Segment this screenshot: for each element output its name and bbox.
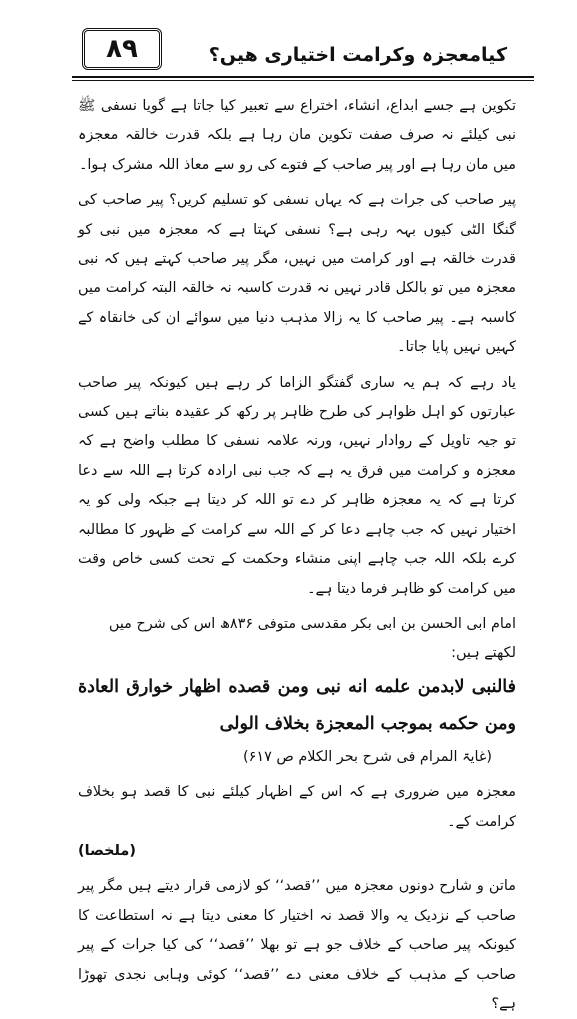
paragraph-5: معجزہ میں ضروری ہے کہ اس کے اظہار کیلئے نبی کا قصد ہو بخلاف کرامت کے۔ <box>78 784 516 830</box>
summary-tag: (ملخصا) <box>78 842 136 859</box>
header-rule-thin <box>72 80 534 81</box>
running-title: کیامعجزہ وکرامت اختیاری ھیں؟ <box>208 44 507 66</box>
arabic-quote: فالنبی لابدمن علمه انه نبی ومن قصده اظهار خوارق العادة ومن حكمه بموجب المعجزة بخلاف الولی <box>78 676 516 734</box>
body-text <box>78 92 516 1019</box>
paragraph-6: ماتن و شارح دونوں معجزہ میں ’’قصد‘‘ کو لازمی قرار دیتے ہیں مگر پیر صاحب کے نزدیک یہ والا قصد نہ اختیار کا معنی دیتا ہے نہ استطاعت کا کیونکہ پیر صاحب کے خلاف جو ہے تو بھلا ’’قصد‘‘ کی کیا جرات کے پیر صاحب کے مذہب کے خلاف معنی دے ’’قصد‘‘ کوئی وہابی نجدی تھوڑا ہے؟ <box>78 878 516 1012</box>
header-rule <box>72 76 534 78</box>
paragraph-4: امام ابی الحسن بن ابی بکر مقدسی متوفی ۸۳۶ھ اس کی شرح میں لکھتے ہیں: <box>108 615 516 662</box>
citation-reference: (غایۃ المرام فی شرح بحر الکلام ص ۶۱۷) <box>243 748 492 765</box>
paragraph-2: پیر صاحب کی جرات ہے کہ یہاں نسفی کو تسلیم کریں؟ پیر صاحب کی گنگا الٹی کیوں بہہ رہی ہے؟ نسفی کہتا ہے کہ معجزہ میں نبی کو قدرت خالقہ ہے اور کرامت میں نہیں، مگر پیر صاحب کہتے ہیں کہ نبی معجزہ میں تو بالکل قادر نہیں نہ قدرت کاسبہ نہ خالقہ البتہ کرامت میں کاسبہ ہے۔ پیر صاحب کا یہ زالا مذہب دنیا میں سوائے ان کی خانقاہ کے کہیں نہیں پایا جاتا۔ <box>78 192 516 356</box>
page-number: ۸۹ <box>82 28 162 70</box>
paragraph-3: یاد رہے کہ ہم یہ ساری گفتگو الزاما کر رہے ہیں کیونکہ پیر صاحب عبارتوں کو اہل ظواہر کی طرح ظاہر پر رکھ کر عقیدہ بناتے ہیں کسی تو جیہ تاویل کے روادار نہیں، ورنہ علامہ نسفی کا مطلب واضح ہے کہ معجزہ و کرامت میں فرق یہ ہے کہ جب نبی ارادہ کرتا ہے اللہ سے دعا کرتا ہے کہ یہ معجزہ ظاہر کر دے تو اللہ کر دیتا ہے جبکہ ولی کو یہ اختیار نہیں کہ جب چاہے دعا کر کے اللہ سے کرامت کے ظہور کا مطالبہ کرے بلکہ اللہ جب چاہے اپنی منشاء وحکمت کے تحت کسی خاص وقت میں کرامت کو ظاہر فرما دیتا ہے۔ <box>78 374 516 597</box>
page-header <box>0 0 577 100</box>
paragraph-1: تکوین ہے جسے ابداع، انشاء، اختراع سے تعبیر کیا جاتا ہے گویا نسفی ﷺ نبی کیلئے نہ صرف صفت تکوین مان رہا ہے بلکہ قدرت خالقہ معجزہ میں مان رہا ہے اور پیر صاحب کے فتوے کی رو سے معاذ اللہ مشرک ہوا۔ <box>78 98 516 173</box>
